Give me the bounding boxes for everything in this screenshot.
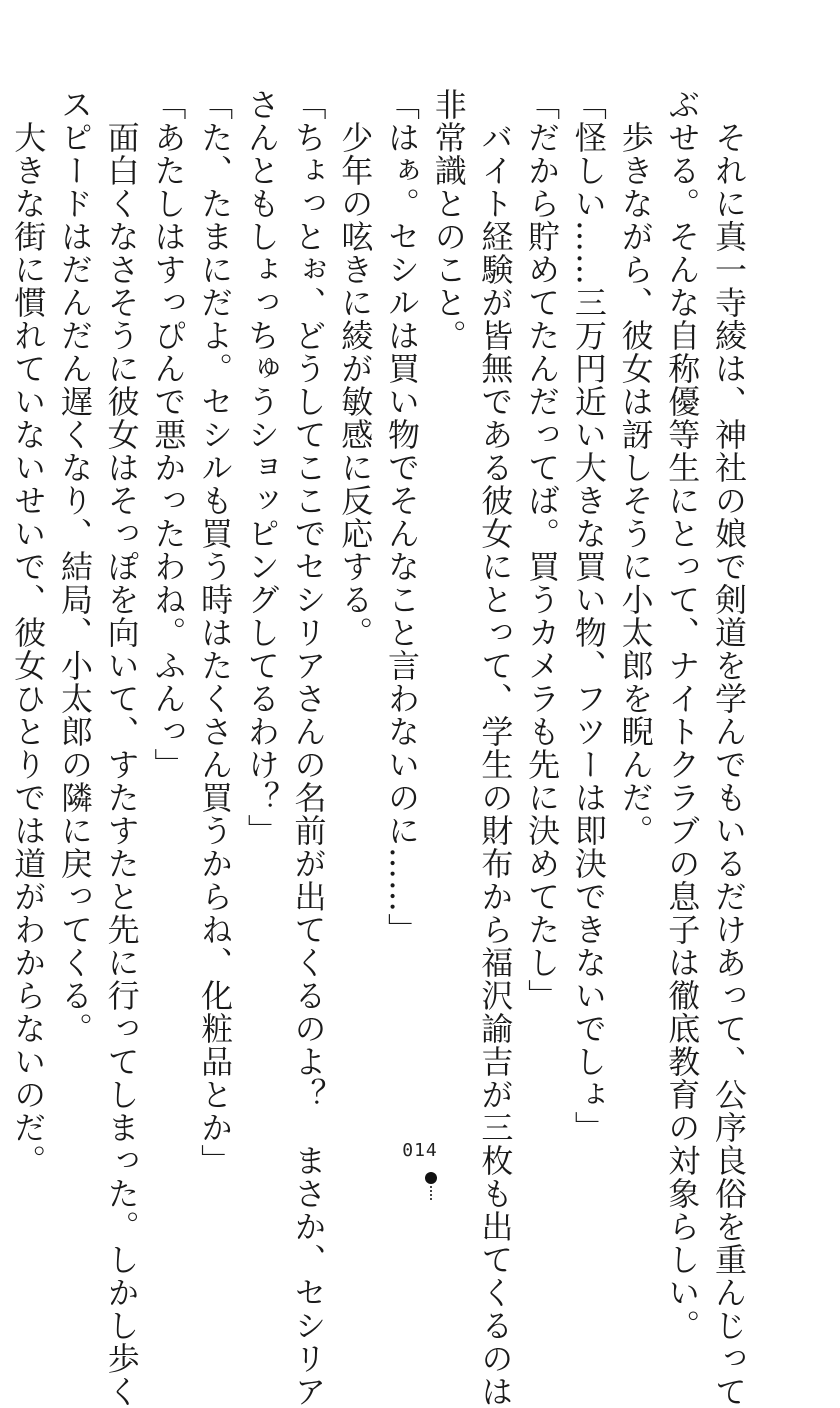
text-line: 「はぁ。セシルは買い物でそんなこと言わないのに……」 bbox=[382, 88, 421, 946]
text-line: 「怪しい……三万円近い大きな買い物、フツーは即決できないでしょ」 bbox=[569, 88, 608, 1144]
text-line: 「ちょっとぉ、どうしてここでセシリアさんの名前が出てくるのよ？ まさか、セシリア bbox=[289, 88, 328, 1408]
text-line: ぶせる。そんな自称優等生にとって、ナイトクラブの息子は徹底教育の対象らしい。 bbox=[663, 88, 702, 1342]
page-marker-dot bbox=[425, 1172, 437, 1184]
text-line: 「た、たまにだよ。セシルも買う時はたくさん買うからね、化粧品とか」 bbox=[196, 88, 235, 1177]
page-marker-dashed-line bbox=[430, 1186, 432, 1200]
text-line: さんともしょっちゅうショッピングしてるわけ？」 bbox=[242, 88, 281, 847]
page-number: 014 bbox=[402, 1140, 438, 1161]
text-line: 非常識とのこと。 bbox=[429, 88, 468, 352]
text-line: それに真一寺綾は、神社の娘で剣道を学んでもいるだけあって、公序良俗を重んじって bbox=[710, 88, 748, 1408]
text-line bbox=[0, 88, 5, 1088]
text-line: スピードはだんだん遅くなり、結局、小太郎の隣に戻ってくる。 bbox=[55, 88, 94, 1045]
text-line: 面白くなさそうに彼女はそっぽを向いて、すたすたと先に行ってしまった。しかし歩く bbox=[102, 88, 141, 1408]
text-line: バイト経験が皆無である彼女にとって、学生の財布から福沢諭吉が三枚も出てくるのは bbox=[476, 88, 515, 1408]
text-line: 「だから貯めてたんだってば。買うカメラも先に決めてたし」 bbox=[523, 88, 562, 1012]
text-line: 歩きながら、彼女は訝しそうに小太郎を睨んだ。 bbox=[616, 88, 655, 847]
text-line: 大きな街に慣れていないせいで、彼女ひとりでは道がわからないのだ。 bbox=[9, 88, 48, 1177]
text-line: 少年の呟きに綾が敏感に反応する。 bbox=[336, 88, 375, 649]
text-line: 「あたしはすっぴんで悪かったわね。ふんっ」 bbox=[149, 88, 188, 781]
